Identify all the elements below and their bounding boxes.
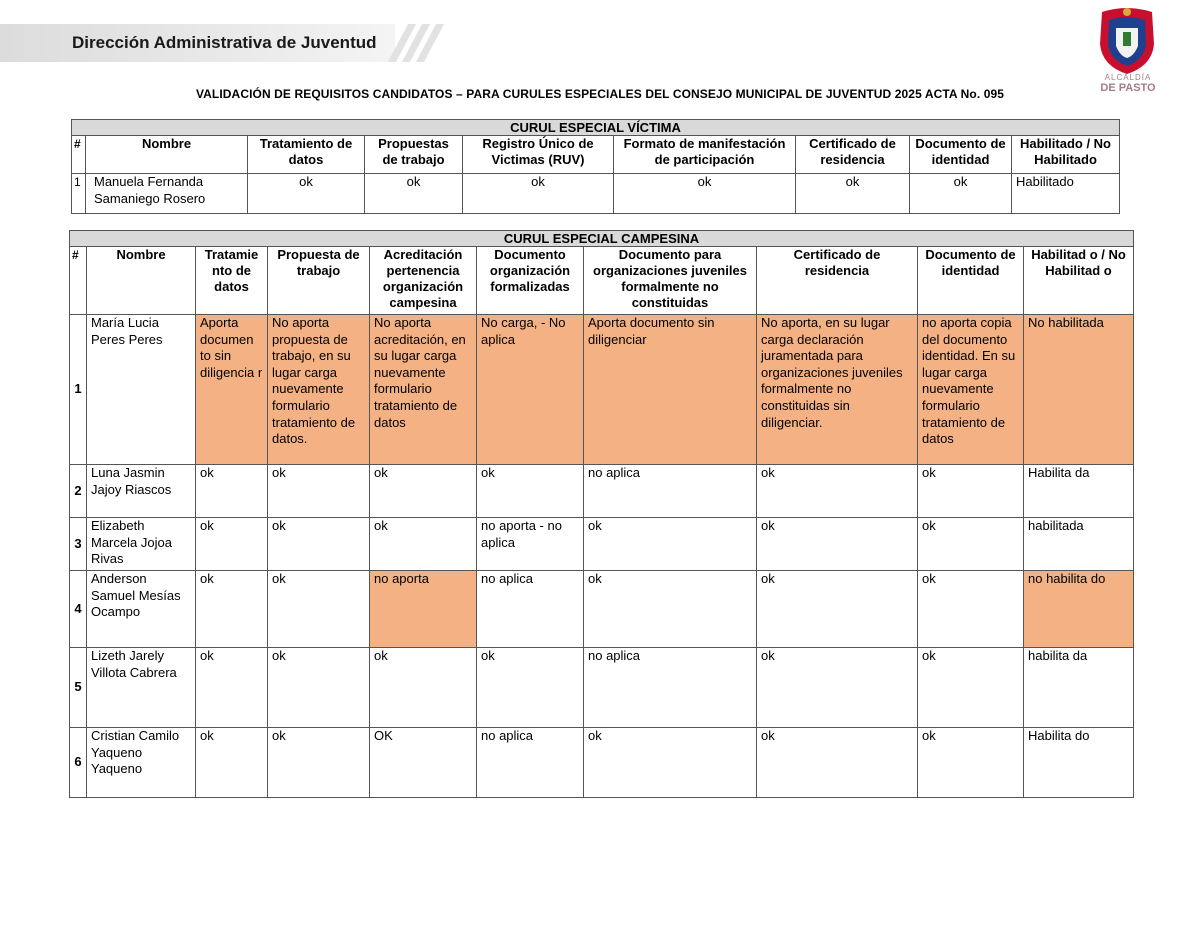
cell-value: no aporta copia del documento identidad. En su lugar carga nuevamente formulario tratamiento de datos xyxy=(918,315,1024,465)
cell-value: no aplica xyxy=(584,465,757,518)
row-number: 1 xyxy=(70,315,87,465)
table-row xyxy=(70,571,1134,648)
cell-value: ok xyxy=(248,174,365,214)
cell-value: no aplica xyxy=(477,571,584,648)
column-header: Propuesta de trabajo xyxy=(268,247,370,315)
column-header: Habilitado / No Habilitado xyxy=(1012,136,1120,174)
table-row xyxy=(70,728,1134,798)
cell-value: No aporta propuesta de trabajo, en su lugar carga nuevamente formulario tratamiento de datos. xyxy=(268,315,370,465)
cell-value: ok xyxy=(757,465,918,518)
table-victima-title: CURUL ESPECIAL VÍCTIMA xyxy=(72,120,1120,136)
column-header: Documento para organizaciones juveniles formalmente no constituidas xyxy=(584,247,757,315)
column-header: Nombre xyxy=(87,247,196,315)
cell-value: ok xyxy=(268,518,370,571)
candidate-name: María Lucia Peres Peres xyxy=(87,315,196,465)
column-header: Formato de manifestación de participación xyxy=(614,136,796,174)
cell-value: ok xyxy=(757,571,918,648)
cell-value: ok xyxy=(268,571,370,648)
cell-value: ok xyxy=(196,571,268,648)
cell-value: ok xyxy=(268,648,370,728)
logo-line1: ALCALDÍA xyxy=(1104,73,1152,82)
table-row xyxy=(70,315,1134,465)
document-title: VALIDACIÓN DE REQUISITOS CANDIDATOS – PARA CURULES ESPECIALES DEL CONSEJO MUNICIPAL DE JUVENTUD 2025 ACTA No. 095 xyxy=(195,87,1005,101)
cell-value: ok xyxy=(365,174,463,214)
table-row xyxy=(72,174,1120,214)
cell-value: ok xyxy=(757,728,918,798)
cell-value: Aporta documen to sin diligencia r xyxy=(196,315,268,465)
row-number: 3 xyxy=(70,518,87,571)
candidate-name: Cristian Camilo Yaqueno Yaqueno xyxy=(87,728,196,798)
cell-value: ok xyxy=(463,174,614,214)
table-row xyxy=(70,465,1134,518)
table-campesina-title: CURUL ESPECIAL CAMPESINA xyxy=(70,231,1134,247)
cell-value: No carga, - No aplica xyxy=(477,315,584,465)
cell-value: ok xyxy=(757,518,918,571)
status-cell: Habilita da xyxy=(1024,465,1134,518)
cell-value: ok xyxy=(614,174,796,214)
candidate-name: Lizeth Jarely Villota Cabrera xyxy=(87,648,196,728)
cell-value: ok xyxy=(918,648,1024,728)
cell-value: ok xyxy=(196,648,268,728)
candidate-name: Luna Jasmin Jajoy Riascos xyxy=(87,465,196,518)
status-cell: habilita da xyxy=(1024,648,1134,728)
column-header: Tratamie nto de datos xyxy=(196,247,268,315)
status-cell: Habilitado xyxy=(1012,174,1120,214)
cell-value: ok xyxy=(196,518,268,571)
cell-value: ok xyxy=(268,465,370,518)
column-header: Documento organización formalizadas xyxy=(477,247,584,315)
cell-value: No aporta, en su lugar carga declaración juramentada para organizaciones juveniles formalmente no constituidas sin diligenciar. xyxy=(757,315,918,465)
cell-value: OK xyxy=(370,728,477,798)
cell-value: ok xyxy=(918,465,1024,518)
cell-value: ok xyxy=(477,465,584,518)
cell-value: ok xyxy=(584,728,757,798)
column-header: Certificado de residencia xyxy=(757,247,918,315)
cell-value: ok xyxy=(918,728,1024,798)
column-header: Certificado de residencia xyxy=(796,136,910,174)
cell-value: ok xyxy=(918,571,1024,648)
cell-value: no aporta xyxy=(370,571,477,648)
logo-line2: DE PASTO xyxy=(1100,82,1156,94)
status-cell: No habilitada xyxy=(1024,315,1134,465)
column-header: Propuestas de trabajo xyxy=(365,136,463,174)
column-header: Documento de identidad xyxy=(910,136,1012,174)
table-row xyxy=(70,518,1134,571)
status-cell: Habilita do xyxy=(1024,728,1134,798)
cell-value: ok xyxy=(477,648,584,728)
candidate-name: Anderson Samuel Mesías Ocampo xyxy=(87,571,196,648)
row-number: 6 xyxy=(70,728,87,798)
column-header: Tratamiento de datos xyxy=(248,136,365,174)
table-campesina xyxy=(69,230,1134,798)
cell-value: ok xyxy=(370,465,477,518)
row-number: 5 xyxy=(70,648,87,728)
table-row xyxy=(70,648,1134,728)
column-header: Acreditación pertenencia organización campesina xyxy=(370,247,477,315)
header-title: Dirección Administrativa de Juventud xyxy=(72,33,377,52)
cell-value: ok xyxy=(584,518,757,571)
cell-value: ok xyxy=(910,174,1012,214)
row-number: 2 xyxy=(70,465,87,518)
column-header: # xyxy=(70,247,87,315)
status-cell: habilitada xyxy=(1024,518,1134,571)
cell-value: No aporta acreditación, en su lugar carga nuevamente formulario tratamiento de datos xyxy=(370,315,477,465)
cell-value: ok xyxy=(196,465,268,518)
table-victima xyxy=(71,119,1120,214)
row-number: 4 xyxy=(70,571,87,648)
cell-value: ok xyxy=(196,728,268,798)
cell-value: ok xyxy=(796,174,910,214)
cell-value: ok xyxy=(584,571,757,648)
cell-value: ok xyxy=(370,518,477,571)
column-header: Habilitad o / No Habilitad o xyxy=(1024,247,1134,315)
column-header: # xyxy=(72,136,86,174)
cell-value: ok xyxy=(757,648,918,728)
column-header: Registro Único de Victimas (RUV) xyxy=(463,136,614,174)
cell-value: no aplica xyxy=(477,728,584,798)
cell-value: ok xyxy=(268,728,370,798)
candidate-name: Manuela Fernanda Samaniego Rosero xyxy=(86,174,248,214)
cell-value: no aplica xyxy=(584,648,757,728)
column-header: Documento de identidad xyxy=(918,247,1024,315)
candidate-name: Elizabeth Marcela Jojoa Rivas xyxy=(87,518,196,571)
cell-value: Aporta documento sin diligenciar xyxy=(584,315,757,465)
cell-value: ok xyxy=(370,648,477,728)
cell-value: no aporta - no aplica xyxy=(477,518,584,571)
column-header: Nombre xyxy=(86,136,248,174)
status-cell: no habilita do xyxy=(1024,571,1134,648)
row-number: 1 xyxy=(72,174,86,214)
cell-value: ok xyxy=(918,518,1024,571)
